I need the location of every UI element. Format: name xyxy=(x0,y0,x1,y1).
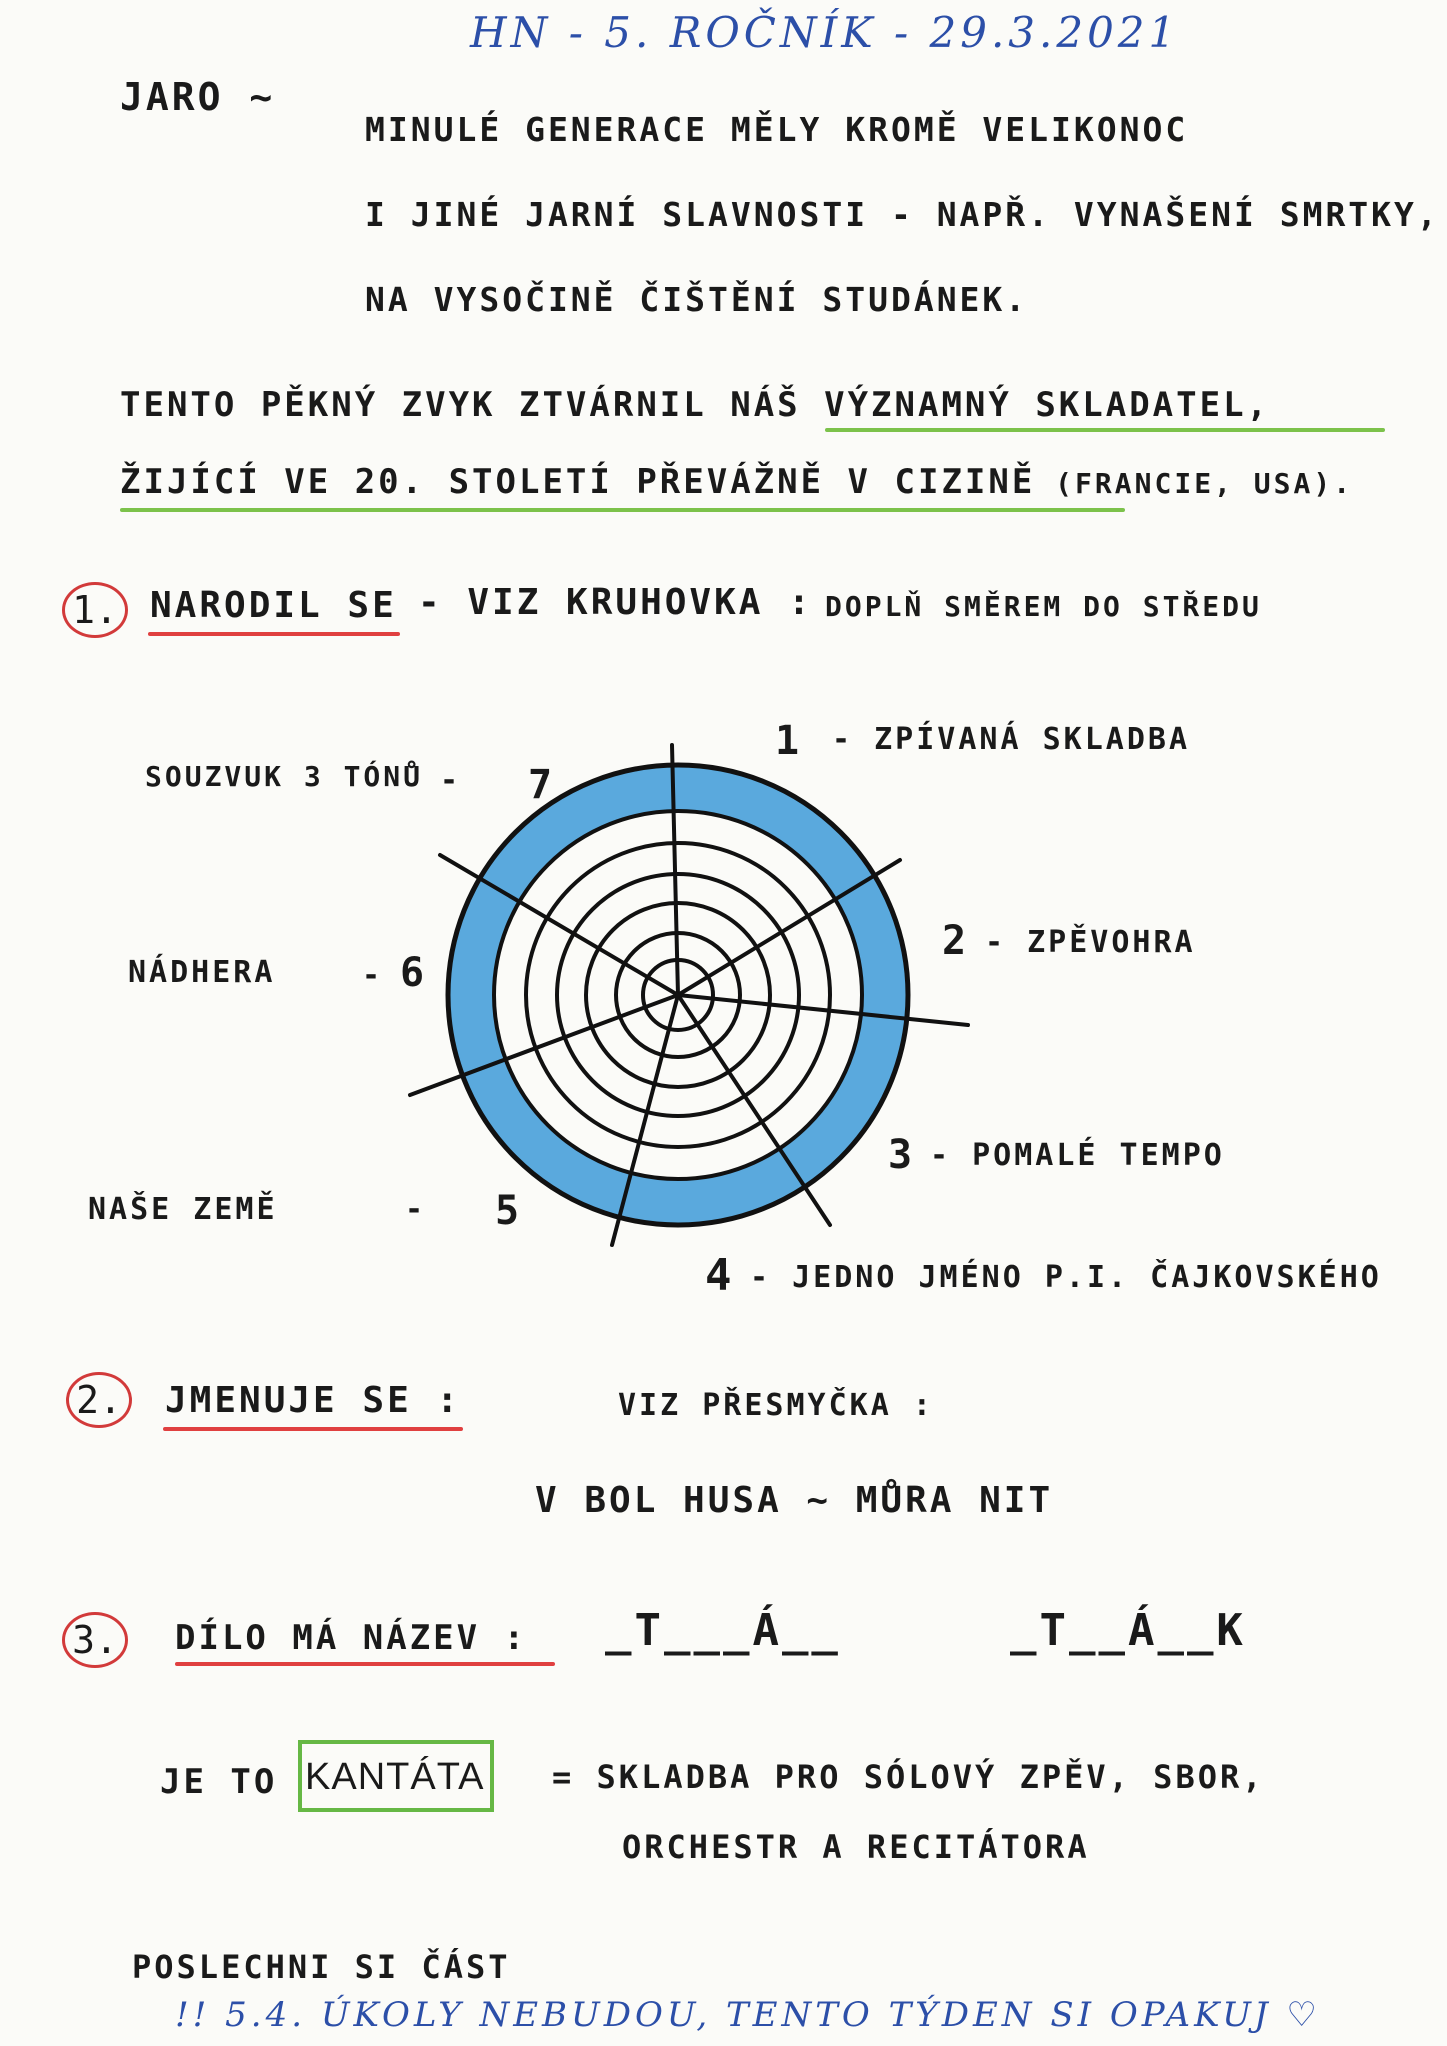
clue-1-num: 1 xyxy=(775,718,803,764)
spoke-2b xyxy=(678,995,968,1025)
red-underline-3 xyxy=(175,1662,555,1666)
task-2-label: JMENUJE SE : xyxy=(165,1380,462,1421)
kantata-word: KANTÁTA xyxy=(305,1756,485,1798)
task-2-number: 2. xyxy=(66,1372,132,1428)
cantata-def-1: = SKLADBA PRO SÓLOVÝ ZPĚV, SBOR, xyxy=(552,1758,1265,1796)
clue-2-text: - ZPĚVOHRA xyxy=(985,925,1196,960)
title-blank-2: _T__Á__K xyxy=(1010,1605,1246,1656)
red-underline-2 xyxy=(163,1427,463,1431)
task-1-hint: DOPLŇ SMĚREM DO STŘEDU xyxy=(825,590,1262,623)
task-1-number: 1. xyxy=(62,582,128,638)
listen-text: POSLECHNI SI ČÁST xyxy=(132,1948,511,1986)
task-1-rest: - VIZ KRUHOVKA : xyxy=(418,582,813,623)
anagram: V BOL HUSA ~ MŮRA NIT xyxy=(535,1480,1054,1521)
composer-hint: NÁŠ VÝZNAMNÝ SKLADATEL, xyxy=(730,385,1271,425)
clue-4-text: - JEDNO JMÉNO P.I. ČAJKOVSKÉHO xyxy=(750,1260,1382,1295)
clue-6-dash: - xyxy=(362,958,384,993)
clue-2-num: 2 xyxy=(942,918,970,964)
clue-1-text: - ZPÍVANÁ SKLADBA xyxy=(832,722,1191,757)
paragraph-line-2b: (FRANCIE, USA). xyxy=(1035,467,1354,500)
task-2-rest: VIZ PŘESMYČKA : xyxy=(618,1388,934,1423)
clue-6-text: NÁDHERA xyxy=(128,955,276,990)
intro-line-1: MINULÉ GENERACE MĚLY KROMĚ VELIKONOC xyxy=(365,110,1189,149)
clue-3-num: 3 xyxy=(888,1132,916,1178)
header-date: HN - 5. ROČNÍK - 29.3.2021 xyxy=(470,8,1180,57)
clue-4-num: 4 xyxy=(705,1250,735,1301)
clue-5-num: 5 xyxy=(495,1188,523,1234)
task-1-label: NARODIL SE xyxy=(150,585,397,626)
clue-5-dash: - xyxy=(405,1192,427,1227)
task-3-number: 3. xyxy=(62,1612,128,1668)
task-3-label: DÍLO MÁ NÁZEV : xyxy=(175,1618,528,1658)
jaro-title: JARO ~ xyxy=(120,75,276,119)
paragraph-line-1a: TENTO PĚKNÝ ZVYK ZTVÁRNIL xyxy=(120,385,731,425)
title-blank-1: _T___Á__ xyxy=(605,1605,841,1656)
clue-7-num: 7 xyxy=(528,762,556,808)
cantata-def-2: ORCHESTR A RECITÁTORA xyxy=(622,1828,1090,1866)
clue-3-text: - POMALÉ TEMPO xyxy=(930,1138,1225,1173)
intro-line-2: I JINÉ JARNÍ SLAVNOSTI - NAPŘ. VYNAŠENÍ SMRTKY, xyxy=(365,195,1440,234)
footer-note: !! 5.4. ÚKOLY NEBUDOU, TENTO TÝDEN SI OPAKUJ ♡ xyxy=(175,1995,1321,2035)
clue-6-num: 6 xyxy=(400,950,428,996)
cantata-pre: JE TO xyxy=(160,1762,278,1802)
clue-7-text: SOUZVUK 3 TÓNŮ xyxy=(145,760,424,793)
intro-line-3: NA VYSOČINĚ ČIŠTĚNÍ STUDÁNEK. xyxy=(365,280,1029,319)
clue-7-dash: - xyxy=(440,763,462,798)
clue-5-text: NAŠE ZEMĚ xyxy=(88,1192,278,1227)
paragraph-line-2a: ŽIJÍCÍ VE 20. STOLETÍ PŘEVÁŽNĚ V CIZINĚ xyxy=(120,462,1036,502)
